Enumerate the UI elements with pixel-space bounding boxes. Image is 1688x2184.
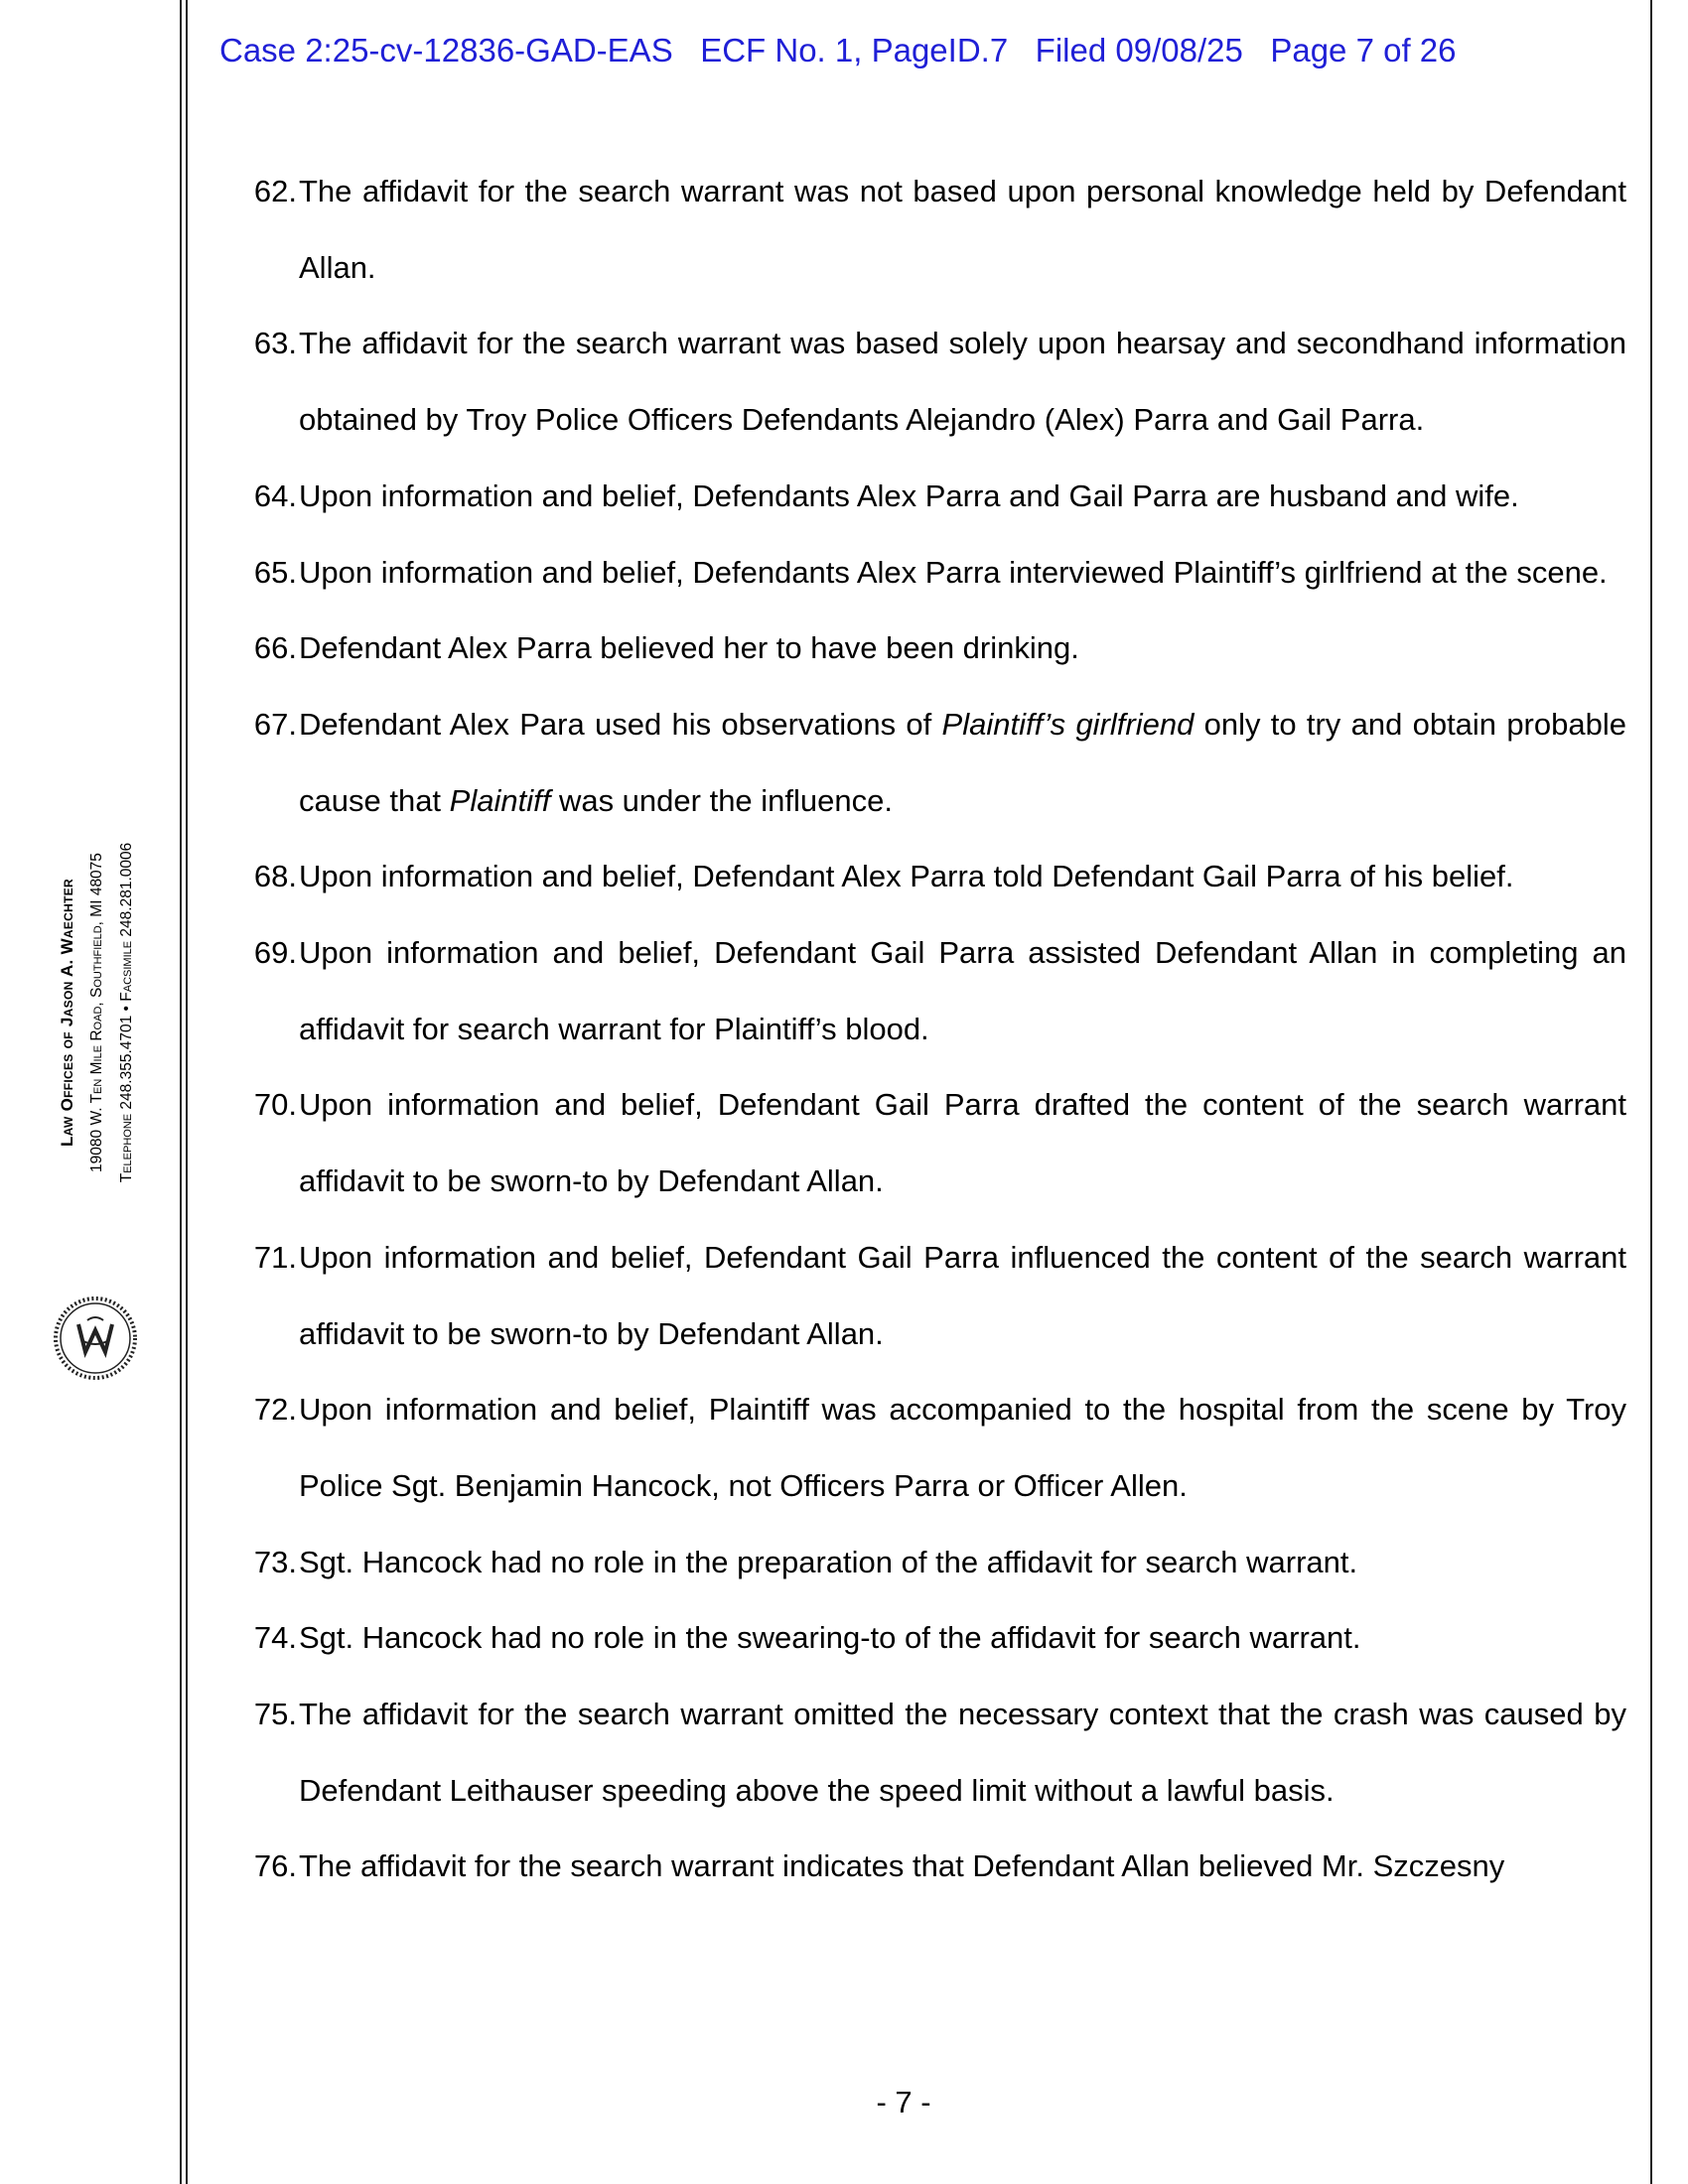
paragraph-number: 68.: [253, 859, 297, 894]
paragraph-number: 62.: [253, 174, 297, 208]
numbered-paragraph: [244, 687, 1626, 839]
paragraph-text: [299, 1220, 1626, 1372]
firm-sidebar: [53, 784, 142, 1241]
paragraph-number: 73.: [253, 1544, 297, 1579]
text-run: Upon information and belief, Defendants Alex Parra interviewed Plaintiff’s girlfriend at the scene.: [299, 554, 1608, 590]
paragraph-number: 74.: [253, 1620, 297, 1656]
paragraph-text: [299, 1677, 1626, 1829]
numbered-paragraph: [244, 1525, 1626, 1601]
text-run: Upon information and belief, Defendant Gail Parra drafted the content of the search warrant affidavit to be sworn-to by Defendant Allan.: [299, 1087, 1626, 1199]
paragraph-number: 71.: [253, 1239, 297, 1275]
numbered-paragraph: [244, 611, 1626, 687]
paragraph-text: [299, 1372, 1626, 1524]
right-margin-rule: [1650, 0, 1652, 2184]
paragraph-text: [299, 1600, 1626, 1677]
paragraph-number: 75.: [253, 1697, 297, 1732]
numbered-paragraph: [244, 1829, 1626, 1905]
numbered-paragraph: [244, 306, 1626, 458]
text-run: Defendant Alex Para used his observations of: [299, 706, 942, 742]
law-firm-seal-icon: [52, 1291, 139, 1386]
paragraph-text: [299, 1067, 1626, 1219]
paragraph-text: [299, 915, 1626, 1067]
text-run: Sgt. Hancock had no role in the swearing-to of the affidavit for search warrant.: [299, 1620, 1361, 1656]
paragraph-text: [299, 154, 1626, 306]
numbered-paragraph: [244, 1220, 1626, 1372]
document-body: [244, 154, 1626, 1905]
firm-phone-fax: Telephone 248.355.4701 • Facsimile 248.281.0006: [118, 842, 135, 1183]
paragraph-number: 76.: [253, 1848, 297, 1884]
paragraph-number: 66.: [253, 630, 297, 666]
paragraph-text: [299, 1525, 1626, 1601]
paragraph-text: [299, 839, 1626, 915]
firm-address: 19080 W. Ten Mile Road, Southfield, MI 48075: [88, 853, 105, 1172]
text-run: The affidavit for the search warrant was not based upon personal knowledge held by Defendant Allan.: [299, 174, 1626, 285]
text-run: Upon information and belief, Defendant Gail Parra assisted Defendant Allan in completing an affidavit for search warrant for Plaintiff’s blood.: [299, 935, 1626, 1046]
text-run: was under the influence.: [550, 782, 893, 818]
numbered-paragraph: [244, 1677, 1626, 1829]
text-run: Upon information and belief, Defendant Alex Parra told Defendant Gail Parra of his belief.: [299, 859, 1514, 894]
paragraph-number: 63.: [253, 326, 297, 361]
numbered-paragraph: [244, 915, 1626, 1067]
text-run: Sgt. Hancock had no role in the preparation of the affidavit for search warrant.: [299, 1544, 1358, 1579]
text-run: Upon information and belief, Defendant Gail Parra influenced the content of the search warrant affidavit to be sworn-to by Defendant Allan.: [299, 1239, 1626, 1351]
text-run: Upon information and belief, Defendants Alex Parra and Gail Parra are husband and wife.: [299, 478, 1519, 513]
paragraph-number: 64.: [253, 478, 297, 513]
text-run: The affidavit for the search warrant indicates that Defendant Allan believed Mr. Szczesny: [299, 1848, 1505, 1884]
paragraph-number: 65.: [253, 554, 297, 590]
paragraph-number: 67.: [253, 706, 297, 742]
paragraph-text: [299, 535, 1626, 612]
paragraph-number: 70.: [253, 1087, 297, 1123]
numbered-paragraph: [244, 459, 1626, 535]
paragraph-text: [299, 1829, 1626, 1905]
page-number: - 7 -: [876, 2085, 931, 2119]
paragraph-text: [299, 611, 1626, 687]
numbered-paragraph: [244, 1600, 1626, 1677]
text-run: The affidavit for the search warrant was based solely upon hearsay and secondhand information obtained by Troy Police Officers Defendants Alejandro (Alex) Parra and Gail Parra.: [299, 326, 1626, 438]
numbered-paragraph: [244, 154, 1626, 306]
text-run: only to try and obtain probable cause that: [299, 706, 1626, 818]
case-header: Case 2:25-cv-12836-GAD-EAS ECF No. 1, PageID.7 Filed 09/08/25 Page 7 of 26: [219, 32, 1457, 68]
numbered-paragraph: [244, 535, 1626, 612]
paragraph-text: [299, 459, 1626, 535]
numbered-paragraph: [244, 1067, 1626, 1219]
numbered-paragraph: [244, 839, 1626, 915]
text-run: The affidavit for the search warrant omitted the necessary context that the crash was caused by Defendant Leithauser speeding above the speed limit without a lawful basis.: [299, 1697, 1626, 1808]
paragraph-text: [299, 306, 1626, 458]
paragraph-number: 69.: [253, 935, 297, 971]
left-margin-rule-2: [186, 0, 188, 2184]
text-run: Upon information and belief, Plaintiff was accompanied to the hospital from the scene by Troy Police Sgt. Benjamin Hancock, not Officers Parra or Officer Allen.: [299, 1392, 1626, 1503]
left-margin-rule-1: [180, 0, 182, 2184]
italic-term: Plaintiff: [449, 782, 551, 818]
text-run: Defendant Alex Parra believed her to have been drinking.: [299, 630, 1079, 666]
paragraph-text: [299, 687, 1626, 839]
paragraph-number: 72.: [253, 1392, 297, 1428]
numbered-paragraph: [244, 1372, 1626, 1524]
italic-term: Plaintiff’s girlfriend: [941, 706, 1195, 742]
firm-name: Law Offices of Jason A. Waechter: [58, 878, 76, 1148]
